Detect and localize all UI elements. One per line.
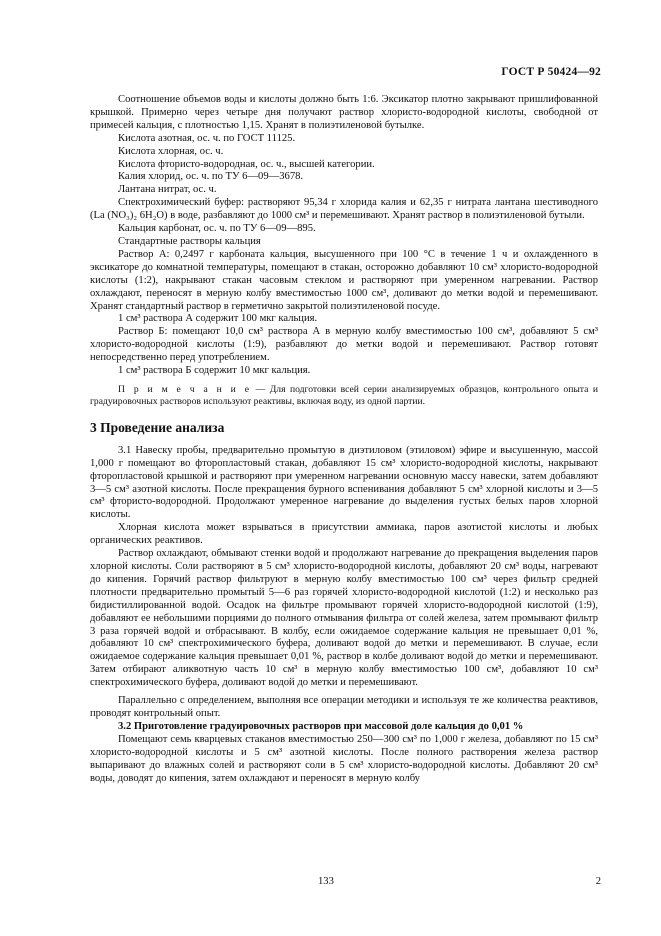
paragraph: Лантана нитрат, ос. ч. — [118, 184, 217, 196]
standard-number: ГОСТ Р 50424—92 — [501, 66, 601, 78]
paragraph: Калия хлорид, ос. ч. по ТУ 6—09—3678. — [118, 171, 304, 183]
note-text: — Для подготовки всей серии анализируемых образцов, контрольного опыта и градуировочных растворов используют реактивы, включая воду, из одной партии. — [90, 383, 598, 407]
paragraph: Раствор Б: помещают 10,0 см³ раствора А в мерную колбу вместимостью 100 см³, добавляют 5 см³ хлористо-водородной кислоты (1:9), разбавляют до метки водой и перемешивают. Раствор готовят непосредственно перед употреблением. — [90, 326, 598, 364]
subsection-heading: 3.2 Приготовление градуировочных растворов при массовой доле кальция до 0,01 % — [118, 720, 524, 732]
paragraph: Параллельно с определением, выполняя все операции методики и используя те же количества реактивов, проводят контрольный опыт. — [90, 695, 598, 719]
page-number: 133 — [318, 876, 334, 887]
paragraph: 1 см³ раствора Б содержит 10 мкг кальция. — [118, 365, 311, 377]
paragraph: 1 см³ раствора А содержит 100 мкг кальция. — [118, 313, 318, 325]
paragraph: Кислота хлорная, ос. ч. — [118, 145, 224, 157]
paragraph: Кальция карбонат, ос. ч. по ТУ 6—09—895. — [118, 223, 316, 235]
paragraph: Раствор А: 0,2497 г карбоната кальция, высушенного при 100 °С в течение 1 ч и охлажденного в эксикаторе до комнатной температуры, помещают в стакан, осторожно добавляют 10 см³ хлористо-водородной кислоты (1:2), накрывают стакан часовым стеклом и растворяют при умеренном нагревании. Раствор охлаждают, переносят в мерную колбу вместимостью 1000 см³, доливают до метки водой и перемешивают. Хранят стандартный раствор в герметично закрытой полиэтиленовой посуде. — [90, 248, 598, 312]
note — [90, 384, 598, 408]
paragraph: Хлорная кислота может взрываться в присутствии аммиака, паров азотистой кислоты и любых органических реактивов. — [90, 522, 598, 547]
paragraph: Раствор охлаждают, обмывают стенки водой и продолжают нагревание до прекращения выделения паров хлорной кислоты. Соли растворяют в 5 см³ хлористо-водородной кислоты, добавляют 20 см³ воды, нагревают до кипения. Горячий раствор фильтруют в мерную колбу вместимостью 100 см³ через фильтр средней плотности предварительно промытый 5—6 раз горячей хлористо-водородной кислотой (1:2) и несколько раз бидистиллированной водой. Осадок на фильтре промывают горячей хлористо-водородной кислотой (1:9), добавляют ее небольшими порциями до полного отмывания фильтра от солей железа, затем промывают фильтр 3 раза горячей водой и отбрасывают. В колбу, если ожидаемое содержание кальция не превышает 0,01 %, добавляют 10 см³ спектрохимического буфера, доливают водой до метки и перемешивают. В случае, если ожидаемое содержание кальция превышает 0,01 %, раствор в колбе доливают водой до метки и перемешивают. Затем отбирают аликвотную часть 10 см³ в мерную колбу вместимостью 100 см³, добавляют 10 см³ спектрохимического буфера, доливают водой до метки и перемешивают. — [90, 548, 598, 689]
page-body — [90, 94, 598, 785]
paragraph: Кислота фтористо-водородная, ос. ч., высшей категории. — [118, 158, 375, 170]
sheet-number: 2 — [595, 876, 601, 887]
paragraph: Соотношение объемов воды и кислоты должно быть 1:6. Эксикатор плотно закрывают пришлифованной крышкой. Примерно через четыре дня получают раствор хлористо-водородной кислоты, свободной от примесей кальция, с плотностью 1,15. Хранят в полиэтиленовой бутылке. — [90, 94, 598, 131]
note-label: П р и м е ч а н и е — [118, 383, 252, 395]
paragraph: Помещают семь кварцевых стаканов вместимостью 250—300 см³ по 1,000 г железа, добавляют по 15 см³ хлористо-водородной кислоты и 5 см³ азотной кислоты. После полного растворения железа раствор выпаривают до влажных солей и растворяют соли в 5 см³ хлористо-водородной кислоты. Добавляют 20 см³ воды, доводят до кипения, затем охлаждают и переносят в мерную колбу — [90, 733, 598, 784]
section-heading: 3 Проведение анализа — [90, 419, 225, 435]
paragraph: Кислота азотная, ос. ч. по ГОСТ 11125. — [118, 132, 296, 144]
paragraph: Спектрохимический буфер: растворяют 95,34 г хлорида калия и 62,35 г нитрата лантана шестиводного (La (NO₃)₂ 6H₂O) в воде, разбавляют до 1000 см³ и перемешивают. Хранят раствор в полиэтиленовой бутыли. — [90, 197, 598, 222]
paragraph: Стандартные растворы кальция — [118, 235, 261, 247]
paragraph: 3.1 Навеску пробы, предварительно промытую в диэтиловом (этиловом) эфире и высушенную, массой 1,000 г помещают во фторопластовый стакан, добавляют 15 см³ хлористо-водородной кислоты, накрывают фторопластовой крышкой и растворяют при умеренном нагревании основную массу навески, затем добавляют 3—5 см³ азотной кислоты. После прекращения бурного вспенивания добавляют 5 см³ хлорной кислоты и 3—5 см³ фтористо-водородной. Продолжают умеренное нагревание до выделения густых белых паров хлорной кислоты. — [90, 444, 598, 521]
